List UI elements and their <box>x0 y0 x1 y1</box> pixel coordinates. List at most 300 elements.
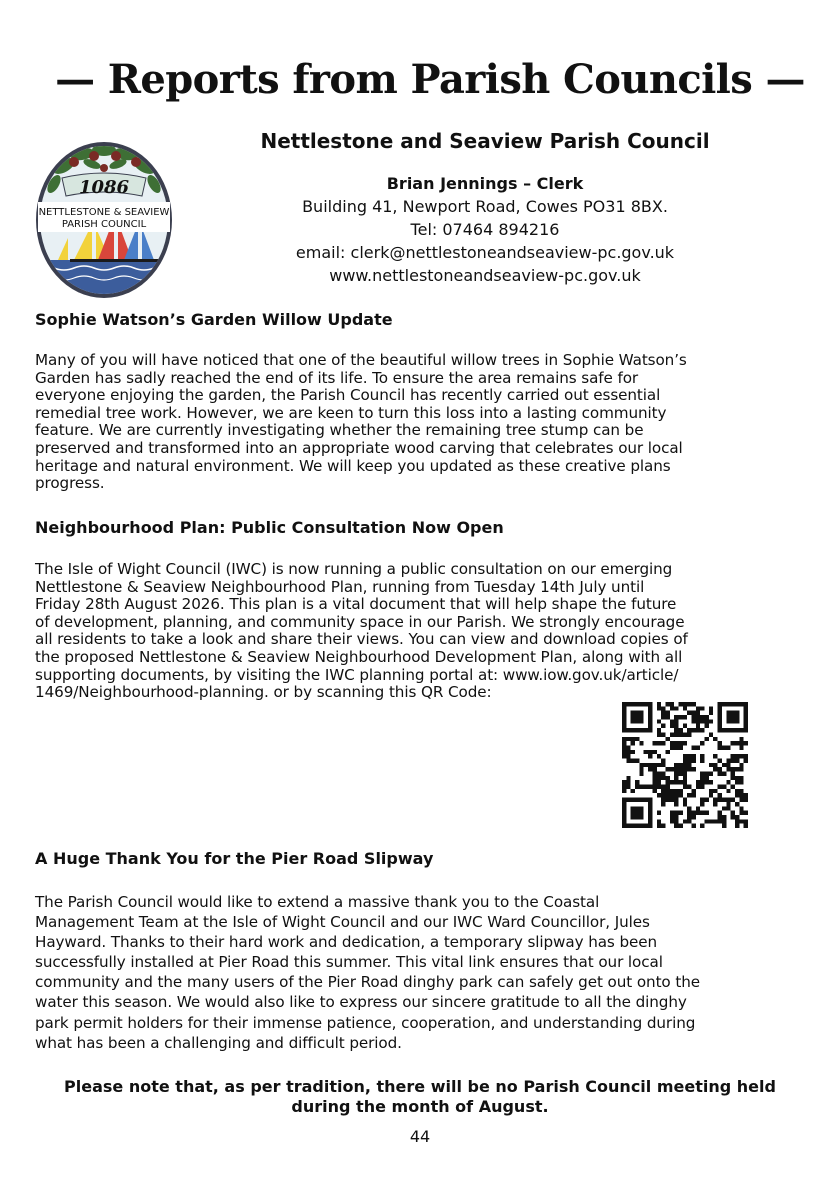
qr-module <box>744 728 748 732</box>
qr-module <box>705 719 709 723</box>
qr-module <box>639 728 643 732</box>
qr-module <box>683 732 687 736</box>
crest-name-line2: PARISH COUNCIL <box>61 219 147 230</box>
qr-module <box>683 798 687 802</box>
qr-module <box>657 824 661 828</box>
qr-module <box>657 763 661 767</box>
qr-module <box>631 702 635 706</box>
qr-module <box>635 815 639 819</box>
qr-module <box>726 702 730 706</box>
qr-module <box>718 741 722 745</box>
qr-module <box>670 780 674 784</box>
qr-module <box>626 750 630 754</box>
qr-module <box>665 793 669 797</box>
qr-module <box>700 758 704 762</box>
qr-module <box>622 806 626 810</box>
qr-module <box>661 741 665 745</box>
qr-module <box>692 728 696 732</box>
qr-module <box>657 780 661 784</box>
qr-module <box>648 706 652 710</box>
qr-module <box>665 702 669 706</box>
qr-module <box>744 758 748 762</box>
qr-module <box>726 789 730 793</box>
body-line: supporting documents, by visiting the IWC planning portal at: www.iow.gov.uk/article/ <box>35 665 679 684</box>
qr-module <box>678 741 682 745</box>
qr-module <box>639 715 643 719</box>
qr-module <box>626 776 630 780</box>
qr-module <box>722 763 726 767</box>
qr-module <box>635 806 639 810</box>
qr-module <box>692 719 696 723</box>
qr-module <box>635 798 639 802</box>
qr-module <box>661 785 665 789</box>
body-line: feature. We are currently investigating whether the remaining tree stump can be <box>35 421 644 440</box>
qr-module <box>735 758 739 762</box>
qr-module <box>718 767 722 771</box>
qr-module <box>700 785 704 789</box>
qr-module <box>644 798 648 802</box>
qr-module <box>635 737 639 741</box>
qr-module <box>735 711 739 715</box>
section-body-slipway <box>35 892 807 1053</box>
qr-module <box>700 798 704 802</box>
qr-module <box>665 789 669 793</box>
qr-module <box>683 741 687 745</box>
council-website: www.nettlestoneandseaview-pc.gov.uk <box>329 266 641 285</box>
qr-module <box>657 793 661 797</box>
qr-module <box>661 715 665 719</box>
qr-module <box>718 811 722 815</box>
qr-module <box>700 715 704 719</box>
qr-module <box>639 785 643 789</box>
qr-module <box>631 824 635 828</box>
qr-module <box>692 811 696 815</box>
qr-module <box>648 824 652 828</box>
qr-module <box>705 724 709 728</box>
qr-module <box>705 819 709 823</box>
qr-module <box>718 728 722 732</box>
qr-module <box>657 706 661 710</box>
qr-module <box>644 785 648 789</box>
qr-module <box>709 732 713 736</box>
qr-module <box>626 824 630 828</box>
qr-module <box>739 806 743 810</box>
qr-module <box>713 767 717 771</box>
qr-module <box>739 789 743 793</box>
qr-module <box>674 793 678 797</box>
qr-module <box>696 711 700 715</box>
body-line: Garden has sadly reached the end of its life. To ensure the area remains safe for <box>35 368 639 387</box>
qr-module <box>739 798 743 802</box>
qr-module <box>648 806 652 810</box>
qr-module <box>652 767 656 771</box>
body-line: community and the many users of the Pier Road dinghy park can safely get out onto the <box>35 973 700 992</box>
qr-module <box>657 819 661 823</box>
qr-module <box>648 750 652 754</box>
qr-module <box>665 785 669 789</box>
qr-module <box>635 811 639 815</box>
qr-module <box>739 737 743 741</box>
clerk-email: email: clerk@nettlestoneandseaview-pc.gov.uk <box>295 243 675 262</box>
qr-module <box>700 780 704 784</box>
qr-module <box>622 780 626 784</box>
qr-module <box>626 745 630 749</box>
body-line: Nettlestone & Seaview Neighbourhood Plan, running from Tuesday 14th July until <box>35 577 645 596</box>
qr-module <box>657 741 661 745</box>
qr-module <box>648 763 652 767</box>
section-heading-slipway: A Huge Thank You for the Pier Road Slipway <box>35 849 434 868</box>
qr-module <box>652 785 656 789</box>
qr-module <box>713 819 717 823</box>
qr-module <box>661 706 665 710</box>
qr-module <box>670 732 674 736</box>
qr-module <box>726 763 730 767</box>
qr-module <box>674 745 678 749</box>
body-line: heritage and natural environment. We will keep you updated as these creative plans <box>35 456 671 475</box>
qr-module <box>631 737 635 741</box>
qr-module <box>700 824 704 828</box>
qr-module <box>718 793 722 797</box>
qr-module <box>665 798 669 802</box>
qr-module <box>665 767 669 771</box>
qr-centre-icon <box>670 754 696 780</box>
body-line: of development, planning, and community space in our Parish. We strongly encourage <box>35 612 685 631</box>
qr-module <box>657 754 661 758</box>
qr-module <box>735 776 739 780</box>
qr-module <box>709 819 713 823</box>
qr-module <box>739 745 743 749</box>
notice-line: Please note that, as per tradition, there will be no Parish Council meeting held <box>64 1077 776 1096</box>
qr-module <box>731 815 735 819</box>
qr-module <box>700 772 704 776</box>
qr-module <box>661 763 665 767</box>
qr-module <box>622 715 626 719</box>
qr-module <box>639 772 643 776</box>
qr-module <box>722 745 726 749</box>
qr-module <box>648 702 652 706</box>
qr-module <box>718 772 722 776</box>
qr-module <box>718 819 722 823</box>
qr-module <box>639 824 643 828</box>
qr-code-icon[interactable] <box>622 702 748 828</box>
qr-module <box>700 754 704 758</box>
qr-module <box>731 715 735 719</box>
qr-module <box>744 715 748 719</box>
qr-module <box>661 772 665 776</box>
body-line: water this season. We would also like to express our sincere gratitude to all the dinghy <box>35 993 687 1012</box>
qr-module <box>713 798 717 802</box>
qr-module <box>648 719 652 723</box>
qr-module <box>661 793 665 797</box>
qr-module <box>622 754 626 758</box>
qr-module <box>674 741 678 745</box>
qr-module <box>744 706 748 710</box>
qr-module <box>622 719 626 723</box>
qr-module <box>631 758 635 762</box>
qr-module <box>635 824 639 828</box>
qr-module <box>735 719 739 723</box>
qr-module <box>665 750 669 754</box>
qr-module <box>674 724 678 728</box>
qr-module <box>731 772 735 776</box>
qr-module <box>622 811 626 815</box>
qr-module <box>726 719 730 723</box>
qr-module <box>622 706 626 710</box>
qr-module <box>726 745 730 749</box>
qr-module <box>726 728 730 732</box>
qr-module <box>639 811 643 815</box>
qr-module <box>739 819 743 823</box>
qr-module <box>687 806 691 810</box>
qr-module <box>705 715 709 719</box>
crest-year: 1086 <box>78 177 130 198</box>
qr-module <box>631 798 635 802</box>
qr-module <box>631 811 635 815</box>
qr-module <box>639 815 643 819</box>
qr-module <box>683 802 687 806</box>
qr-module <box>683 706 687 710</box>
qr-module <box>665 715 669 719</box>
qr-module <box>731 811 735 815</box>
qr-module <box>648 767 652 771</box>
qr-module <box>674 819 678 823</box>
qr-module <box>696 745 700 749</box>
qr-module <box>739 728 743 732</box>
page-title: — Reports from Parish Councils — <box>55 56 805 103</box>
qr-module <box>731 767 735 771</box>
qr-module <box>626 780 630 784</box>
qr-module <box>692 745 696 749</box>
qr-module <box>731 798 735 802</box>
qr-module <box>639 741 643 745</box>
qr-module <box>639 767 643 771</box>
qr-module <box>622 798 626 802</box>
qr-module <box>726 715 730 719</box>
qr-module <box>744 702 748 706</box>
qr-module <box>631 789 635 793</box>
qr-module <box>665 737 669 741</box>
qr-module <box>718 785 722 789</box>
qr-module <box>718 815 722 819</box>
qr-module <box>696 719 700 723</box>
qr-module <box>687 732 691 736</box>
qr-module <box>674 802 678 806</box>
qr-module <box>674 811 678 815</box>
qr-module <box>622 750 626 754</box>
qr-module <box>744 711 748 715</box>
qr-module <box>731 728 735 732</box>
qr-module <box>683 785 687 789</box>
qr-module <box>735 815 739 819</box>
qr-module <box>713 737 717 741</box>
body-line: 1469/Neighbourhood-planning. or by scanning this QR Code: <box>35 683 492 702</box>
qr-module <box>639 798 643 802</box>
body-line: remedial tree work. However, we are keen to turn this loss into a lasting community <box>35 403 667 422</box>
qr-module <box>631 719 635 723</box>
qr-module <box>644 750 648 754</box>
parish-crest-icon <box>34 140 174 300</box>
section-heading-neighbourhood-plan: Neighbourhood Plan: Public Consultation Now Open <box>35 518 504 537</box>
qr-module <box>670 745 674 749</box>
qr-module <box>622 711 626 715</box>
qr-module <box>626 728 630 732</box>
qr-module <box>744 754 748 758</box>
qr-module <box>718 758 722 762</box>
qr-module <box>713 763 717 767</box>
qr-module <box>735 754 739 758</box>
body-line: park permit holders for their immense patience, cooperation, and understanding during <box>35 1013 696 1032</box>
qr-module <box>622 724 626 728</box>
qr-module <box>739 702 743 706</box>
qr-module <box>648 815 652 819</box>
qr-module <box>692 824 696 828</box>
qr-module <box>687 702 691 706</box>
qr-module <box>652 789 656 793</box>
qr-module <box>626 798 630 802</box>
qr-module <box>639 702 643 706</box>
qr-module <box>657 785 661 789</box>
qr-module <box>639 806 643 810</box>
qr-module <box>735 819 739 823</box>
qr-module <box>622 745 626 749</box>
qr-module <box>631 815 635 819</box>
section-heading-willow: Sophie Watson’s Garden Willow Update <box>35 310 393 329</box>
qr-module <box>678 715 682 719</box>
qr-module <box>744 741 748 745</box>
qr-module <box>657 772 661 776</box>
qr-module <box>713 754 717 758</box>
qr-module <box>678 745 682 749</box>
qr-module <box>687 711 691 715</box>
page-number: 44 <box>409 1127 431 1146</box>
body-line: the proposed Nettlestone & Seaview Neighbourhood Development Plan, along with all <box>35 647 683 666</box>
qr-module <box>674 719 678 723</box>
qr-module <box>622 741 626 745</box>
qr-module <box>626 737 630 741</box>
qr-module <box>722 824 726 828</box>
qr-module <box>687 811 691 815</box>
qr-module <box>648 754 652 758</box>
qr-module <box>700 811 704 815</box>
qr-module <box>683 715 687 719</box>
body-line: Management Team at the Isle of Wight Council and our IWC Ward Councillor, Jules <box>35 913 650 932</box>
qr-module <box>622 819 626 823</box>
body-line: all residents to take a look and share their views. You can view and download copies of <box>35 630 688 649</box>
qr-module <box>670 811 674 815</box>
qr-module <box>661 789 665 793</box>
qr-module <box>639 711 643 715</box>
page-header <box>0 52 840 108</box>
qr-module <box>644 728 648 732</box>
qr-module <box>744 819 748 823</box>
qr-module <box>739 767 743 771</box>
qr-module <box>661 776 665 780</box>
clerk-phone: Tel: 07464 894216 <box>410 220 560 239</box>
qr-module <box>692 715 696 719</box>
qr-module <box>670 741 674 745</box>
qr-module <box>735 824 739 828</box>
qr-module <box>731 785 735 789</box>
qr-module <box>648 715 652 719</box>
body-line: Many of you will have noticed that one of the beautiful willow trees in Sophie Watson’s <box>35 351 687 369</box>
qr-module <box>705 780 709 784</box>
council-name: Nettlestone and Seaview Parish Council <box>260 129 710 153</box>
qr-module <box>622 802 626 806</box>
qr-module <box>661 724 665 728</box>
qr-module <box>687 819 691 823</box>
qr-module <box>635 719 639 723</box>
qr-module <box>687 815 691 819</box>
qr-module <box>709 711 713 715</box>
qr-module <box>731 719 735 723</box>
qr-module <box>731 758 735 762</box>
council-contact-block <box>235 126 735 287</box>
qr-module <box>744 719 748 723</box>
qr-module <box>709 793 713 797</box>
qr-module <box>674 732 678 736</box>
qr-module <box>622 815 626 819</box>
qr-module <box>631 711 635 715</box>
qr-module <box>705 737 709 741</box>
qr-module <box>652 776 656 780</box>
qr-module <box>670 815 674 819</box>
qr-module <box>709 780 713 784</box>
qr-module <box>718 702 722 706</box>
qr-module <box>648 811 652 815</box>
qr-module <box>726 780 730 784</box>
qr-module <box>700 802 704 806</box>
meeting-notice <box>35 1077 805 1117</box>
qr-module <box>696 724 700 728</box>
qr-module <box>726 798 730 802</box>
qr-module <box>657 776 661 780</box>
qr-module <box>718 724 722 728</box>
qr-module <box>652 780 656 784</box>
qr-module <box>674 706 678 710</box>
qr-module <box>735 793 739 797</box>
qr-module <box>635 702 639 706</box>
qr-module <box>744 793 748 797</box>
qr-module <box>657 728 661 732</box>
body-line: progress. <box>35 474 105 493</box>
qr-module <box>635 715 639 719</box>
qr-module <box>678 780 682 784</box>
qr-module <box>674 780 678 784</box>
qr-module <box>670 793 674 797</box>
qr-module <box>635 728 639 732</box>
qr-module <box>735 802 739 806</box>
qr-module <box>709 763 713 767</box>
qr-module <box>700 776 704 780</box>
qr-module <box>635 758 639 762</box>
qr-module <box>622 702 626 706</box>
qr-module <box>735 767 739 771</box>
qr-module <box>670 724 674 728</box>
qr-module <box>722 798 726 802</box>
qr-module <box>631 728 635 732</box>
body-line: everyone enjoying the garden, the Parish Council has recently carried out essential <box>35 386 661 405</box>
qr-module <box>644 702 648 706</box>
qr-module <box>709 789 713 793</box>
qr-module <box>696 811 700 815</box>
qr-module <box>670 798 674 802</box>
qr-module <box>665 711 669 715</box>
qr-module <box>678 789 682 793</box>
body-line: successfully installed at Pier Road this summer. This vital link ensures that our local <box>35 953 663 972</box>
qr-module <box>678 824 682 828</box>
qr-module <box>705 798 709 802</box>
body-line: Hayward. Thanks to their hard work and dedication, a temporary slipway has been <box>35 933 658 952</box>
